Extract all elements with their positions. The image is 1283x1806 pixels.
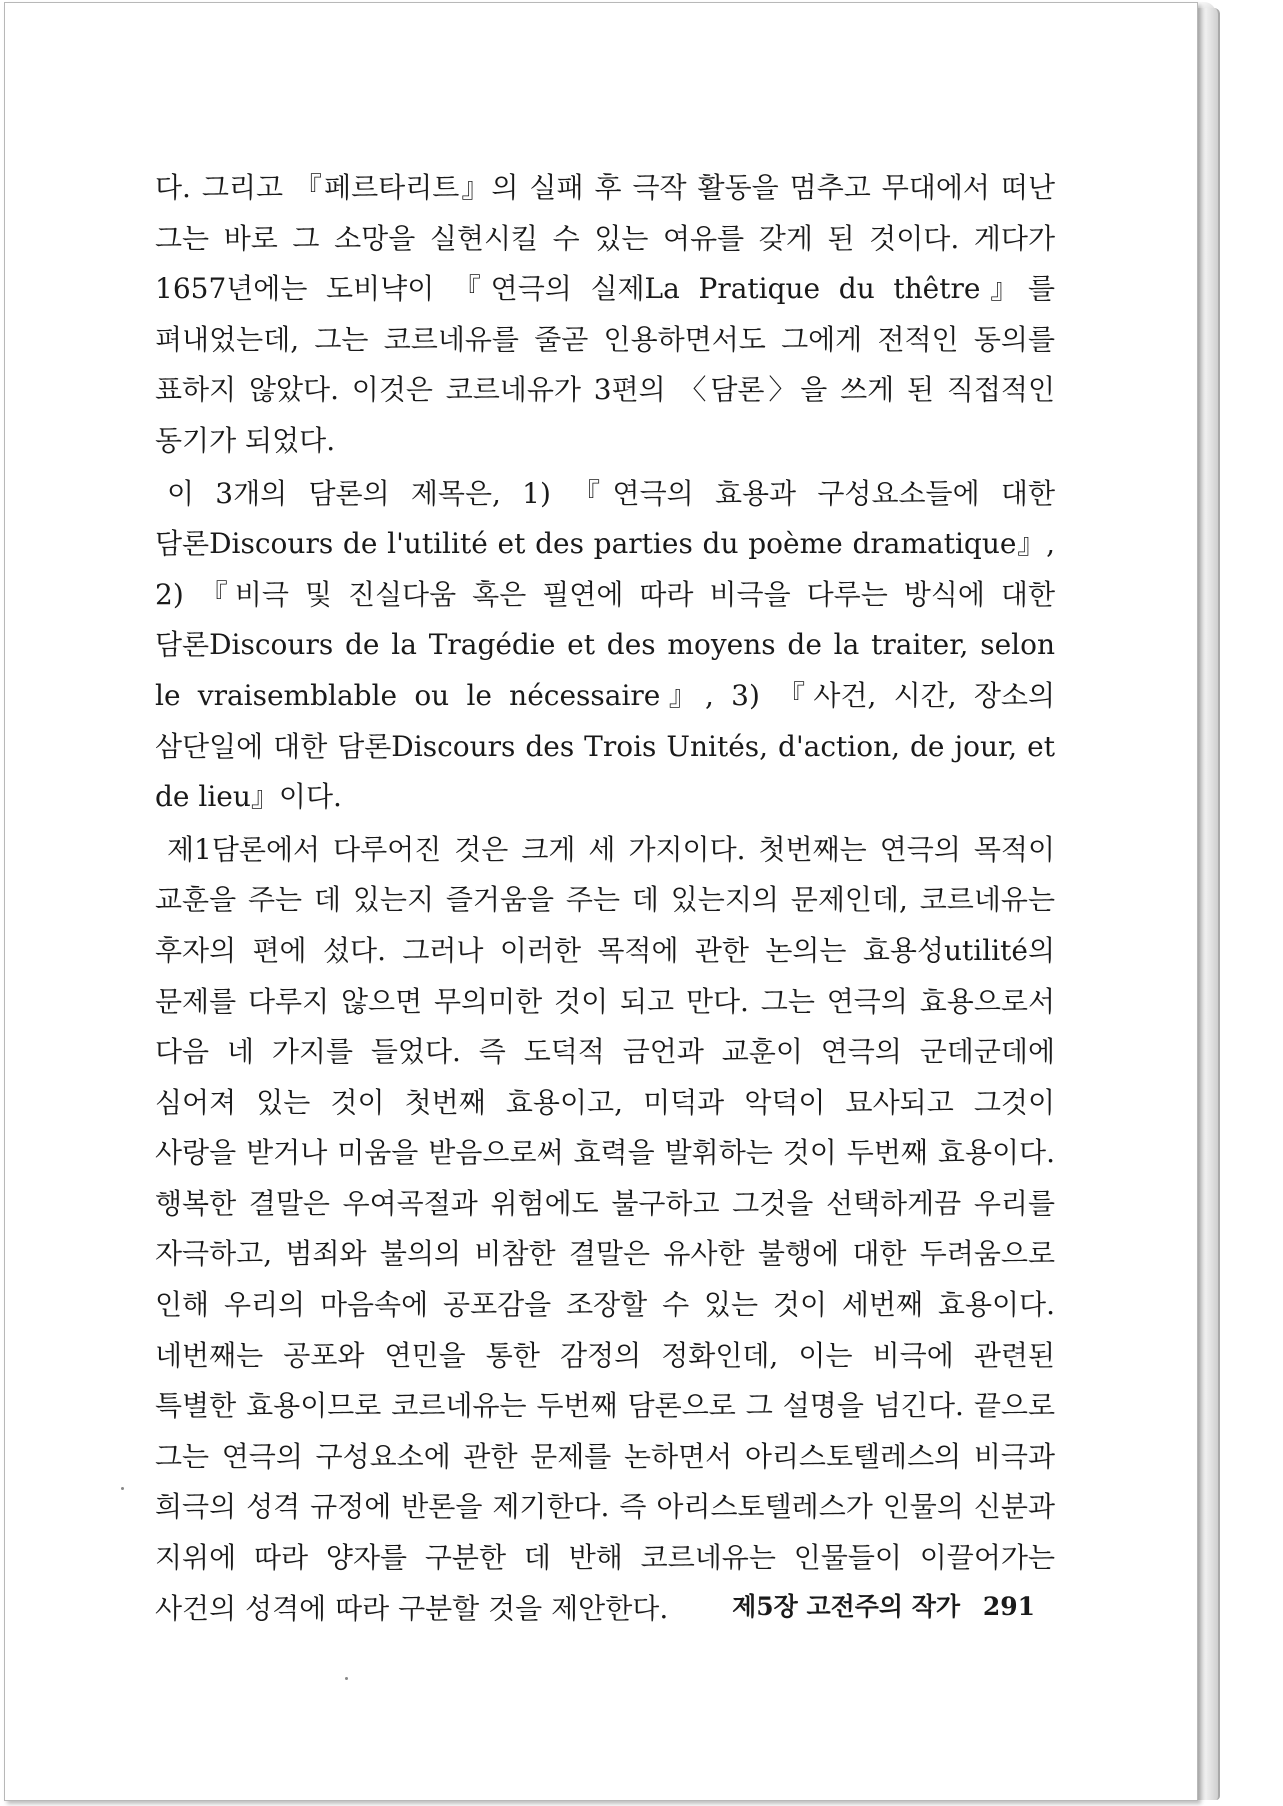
scan-speck [345,1677,348,1680]
body-text [155,163,1055,1634]
scan-speck [121,1487,124,1490]
book-page [4,2,1198,1801]
paragraph-3: 제1담론에서 다루어진 것은 크게 세 가지이다. 첫번째는 연극의 목적이 교훈을 주는 데 있는지 즐거움을 주는 데 있는지의 문제인데, 코르네유는 후자의 편에 섰다. 그러나 이러한 목적에 관한 논의는 효용성utilité의 문제를 다루지 않으면 무의미한 것이 되고 만다. 그는 연극의 효용으로서 다음 네 가지를 들었다. 즉 도덕적 금언과 교훈이 연극의 군데군데에 심어져 있는 것이 첫번째 효용이고, 미덕과 악덕이 묘사되고 그것이 사랑을 받거나 미움을 받음으로써 효력을 발휘하는 것이 두번째 효용이다. 행복한 결말은 우여곡절과 위험에도 불구하고 그것을 선택하게끔 우리를 자극하고, 범죄와 불의의 비참한 결말은 유사한 불행에 대한 두려움으로 인해 우리의 마음속에 공포감을 조장할 수 있는 것이 세번째 효용이다. 네번째는 공포와 연민을 통한 감정의 정화인데, 이는 비극에 관련된 특별한 효용이므로 코르네유는 두번째 담론으로 그 설명을 넘긴다. 끝으로 그는 연극의 구성요소에 관한 문제를 논하면서 아리스토텔레스의 비극과 희극의 성격 규정에 반론을 제기한다. 즉 아리스토텔레스가 인물의 신분과 지위에 따라 양자를 구분한 데 반해 코르네유는 인물들이 이끌어가는 사건의 성격에 따라 구분할 것을 제안한다. [155,832,1055,1625]
page-footer [725,1587,1035,1623]
page-number: 291 [982,1592,1035,1621]
page-edge-shadow [1196,8,1220,1800]
chapter-title: 제5장 고전주의 작가 [732,1592,961,1621]
paragraph-2: 이 3개의 담론의 제목은, 1) 『연극의 효용과 구성요소들에 대한 담론Discours de l'utilité et des parties du poème dramatique』, 2) 『비극 및 진실다움 혹은 필연에 따라 비극을 다루는 방식에 대한 담론Discours de la Tragédie et des moyens de la traiter, selon le vraisemblable ou le nécessaire』, 3) 『사건, 시간, 장소의 삼단일에 대한 담론Discours des Trois Unités, d'action, de jour, et de lieu』이다. [155,476,1055,814]
paragraph-1: 다. 그리고 『페르타리트』의 실패 후 극작 활동을 멈추고 무대에서 떠난 그는 바로 그 소망을 실현시킬 수 있는 여유를 갖게 된 것이다. 게다가 1657년에는 도비냑이 『연극의 실제La Pratique du thêtre』를 펴내었는데, 그는 코르네유를 줄곧 인용하면서도 그에게 전적인 동의를 표하지 않았다. 이것은 코르네유가 3편의 〈담론〉을 쓰게 된 직접적인 동기가 되었다. [155,171,1055,457]
